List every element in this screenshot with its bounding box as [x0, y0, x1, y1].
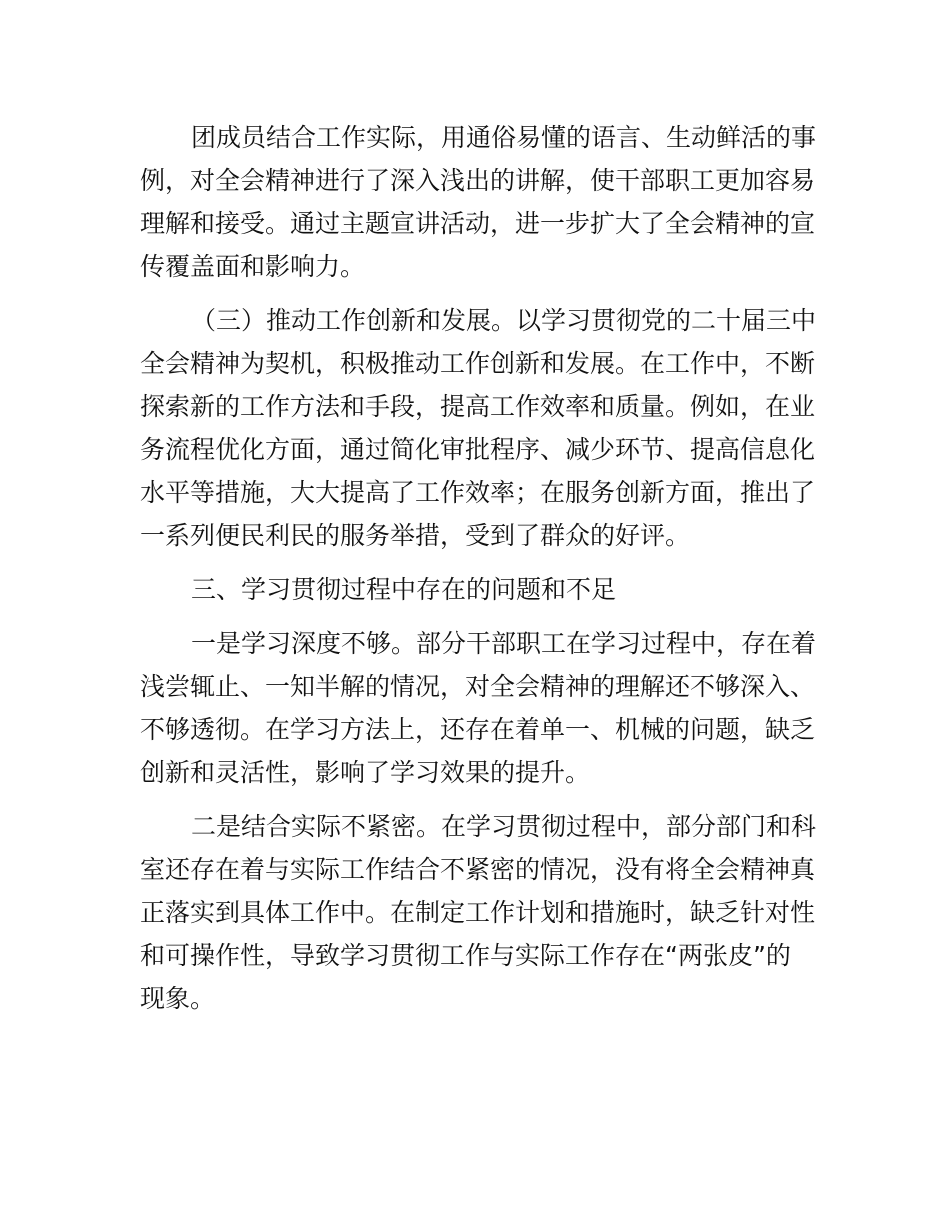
text-line: 探索新的工作方法和手段，提高工作效率和质量。例如，在业: [140, 392, 816, 421]
text-line: 团成员结合工作实际，用通俗易懂的语言、生动鲜活的事: [191, 123, 817, 152]
text-line: 浅尝辄止、一知半解的情况，对全会精神的理解还不够深入、: [140, 672, 816, 701]
text-line: 全会精神为契机，积极推动工作创新和发展。在工作中，不断: [140, 349, 816, 378]
text-line: 一系列便民利民的服务举措，受到了群众的好评。: [140, 521, 691, 550]
text-line: 务流程优化方面，通过简化审批程序、减少环节、提高信息化: [140, 435, 816, 464]
section-heading: （三）推动工作创新和发展。以学习贯彻党的二十届三中: [191, 306, 817, 335]
text-line: 水平等措施，大大提高了工作效率；在服务创新方面，推出了: [140, 478, 816, 507]
text-line: 现象。: [140, 984, 216, 1013]
text-line: 室还存在着与实际工作结合不紧密的情况，没有将全会精神真: [140, 855, 816, 884]
chapter-heading: 三、学习贯彻过程中存在的问题和不足: [191, 575, 617, 604]
text-line: 一是学习深度不够。部分干部职工在学习过程中，存在着: [191, 629, 817, 658]
text-line: 传覆盖面和影响力。: [140, 252, 366, 281]
text-line: 和可操作性，导致学习贯彻工作与实际工作存在“两张皮”的: [140, 941, 791, 970]
text-line: 不够透彻。在学习方法上，还存在着单一、机械的问题，缺乏: [140, 715, 816, 744]
text-line: 正落实到具体工作中。在制定工作计划和措施时，缺乏针对性: [140, 898, 816, 927]
text-line: 理解和接受。通过主题宣讲活动，进一步扩大了全会精神的宣: [140, 209, 816, 238]
text-line: 例，对全会精神进行了深入浅出的讲解，使干部职工更加容易: [140, 166, 816, 195]
text-line: 创新和灵活性，影响了学习效果的提升。: [140, 758, 591, 787]
text-line: 二是结合实际不紧密。在学习贯彻过程中，部分部门和科: [191, 812, 817, 841]
